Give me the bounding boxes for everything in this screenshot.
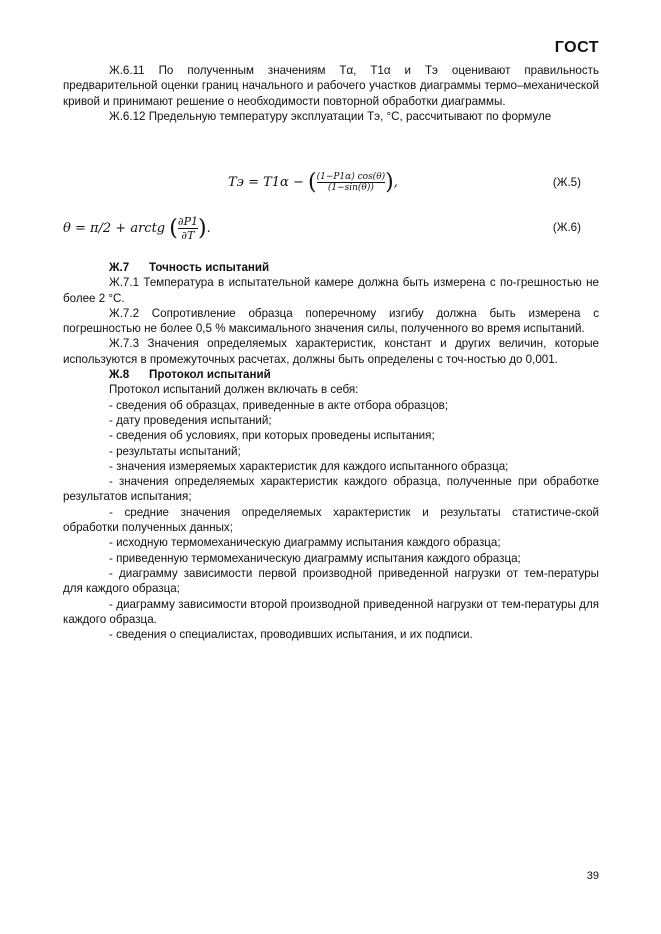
- formula-6-tag: (Ж.6): [552, 221, 581, 234]
- text-block-top: [63, 63, 599, 124]
- section-7-number: Ж.7: [109, 261, 130, 274]
- list-item: - результаты испытаний;: [109, 444, 241, 458]
- list-item: - диаграмму зависимости первой производной приведенной нагрузки от тем-пературы для каждого образца;: [63, 566, 599, 596]
- paragraph-zh-6-12: Ж.6.12 Предельную температуру эксплуатации Tэ, °С, рассчитывают по формуле: [109, 109, 552, 123]
- section-8-number: Ж.8: [109, 368, 130, 382]
- formula-6-numerator: ∂P1: [177, 215, 198, 228]
- formula-6-tail: .: [206, 221, 211, 236]
- formula-6-lhs: θ = π/2 + arctg: [63, 221, 166, 236]
- formula-zh-5: Tэ = T1α − ( $\frac{(1-P1\alpha) \cos(\theta)}{(1-\sin(\theta))}$ ), (Ж.5): [228, 170, 581, 195]
- list-item: - дату проведения испытаний;: [109, 413, 272, 427]
- list-item: - сведения об условиях, при которых проведены испытания;: [109, 429, 435, 443]
- paragraph-zh-7-1: Ж.7.1 Температура в испытательной камере должна быть измерена с по-грешностью не более 2 °С.: [63, 276, 599, 305]
- paragraph-protocol-intro: Протокол испытаний должен включать в себя:: [109, 383, 359, 397]
- formula-5-tail: ,: [393, 175, 398, 190]
- formula-6-denominator: ∂T: [178, 228, 198, 242]
- section-heading-zh-8: [63, 367, 599, 382]
- list-item: - значения определяемых характеристик каждого образца, полученные при обработке результатов испытания;: [63, 475, 599, 504]
- formula-5-denominator: (1−sin(θ)): [317, 182, 386, 193]
- formula-6-fraction: [178, 215, 198, 242]
- list-item: - диаграмму зависимости второй производной приведенной нагрузки от тем-пературы для каждого образца.: [63, 597, 599, 626]
- gost-header: ГОСТ: [554, 39, 599, 56]
- paragraph-zh-6-11: Ж.6.11 По полученным значениям Tα, T1α и Tэ оценивают правильность предварительной оценки границ начального и рабочего участков диаграммы термо–механической кривой и принимают решение о необходимости повторной обработки диаграммы.: [63, 64, 599, 108]
- text-block-main: [63, 260, 599, 642]
- formula-5-tag: (Ж.5): [552, 176, 581, 189]
- list-item: - сведения о специалистах, проводивших испытания, и их подписи.: [109, 628, 473, 642]
- section-7-title: Точность испытаний: [149, 261, 270, 274]
- formula-5-numerator: (1−P1α) cos(θ): [316, 172, 386, 182]
- list-item: - сведения об образцах, приведенные в акте отбора образцов;: [109, 398, 449, 412]
- list-item: - средние значения определяемых характеристик и результаты статистиче-ской обработки полученных данных;: [63, 505, 599, 535]
- formula-5-fraction: [317, 172, 386, 193]
- formula-zh-6: θ = π/2 + arctg ( $\frac{\partial P1}{\partial T}$ ). (Ж.6): [63, 215, 581, 242]
- paragraph-zh-7-3: Ж.7.3 Значения определяемых характеристик, констант и других величин, которые используются в промежуточных расчетах, должны быть определены с точ-ностью до 0,001.: [63, 337, 599, 366]
- list-item: - исходную термомеханическую диаграмму испытания каждого образца;: [109, 536, 501, 550]
- paragraph-zh-7-2: Ж.7.2 Сопротивление образца поперечному изгибу должна быть измерена с погрешностью не более 0,5 % максимального значения силы, полученного во время испытаний.: [63, 306, 599, 336]
- section-heading-zh-7: [63, 260, 599, 275]
- page-number: 39: [586, 870, 599, 882]
- list-item: - значения измеряемых характеристик для каждого испытанного образца;: [109, 459, 509, 473]
- formula-5-lhs: Tэ = T1α −: [228, 175, 304, 190]
- section-8-title: Протокол испытаний: [149, 368, 271, 382]
- list-item: - приведенную термомеханическую диаграмму испытания каждого образца;: [109, 551, 521, 565]
